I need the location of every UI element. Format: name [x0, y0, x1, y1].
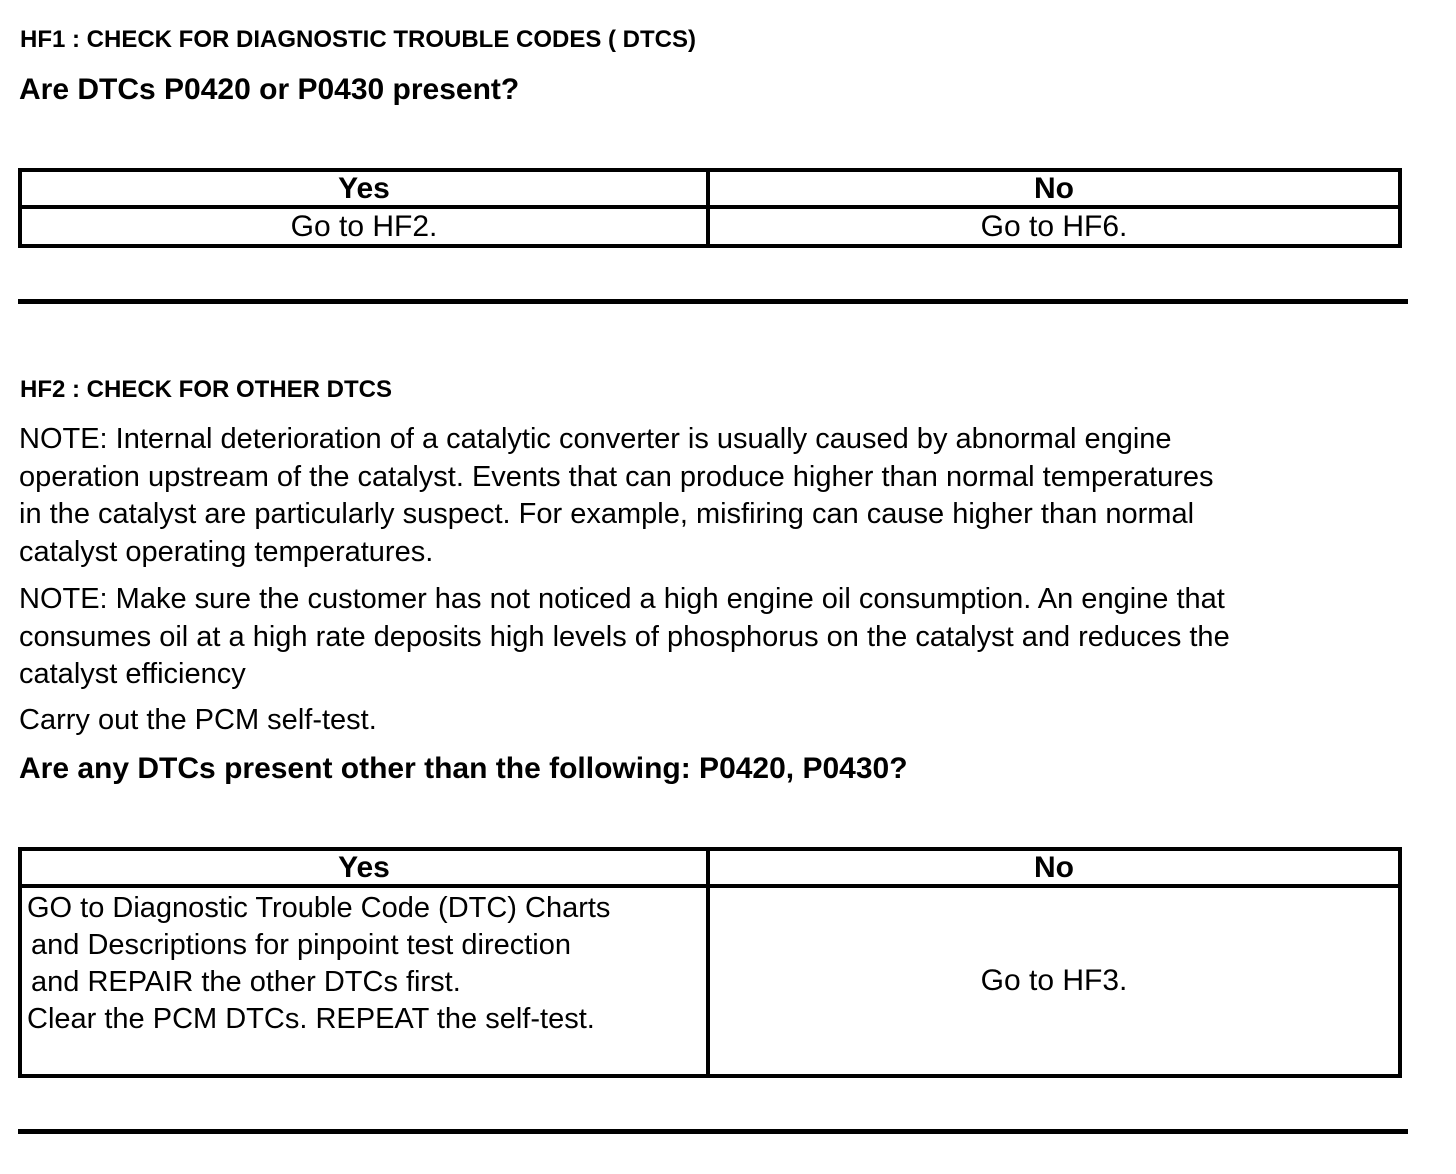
note-line: consumes oil at a high rate deposits high levels of phosphorus on the catalyst and reduces the [19, 620, 1230, 653]
hf1-no-header: No [708, 170, 1400, 207]
hf1-yes-action: Go to HF2. [20, 207, 708, 246]
hf2-instruction: Carry out the PCM self-test. [19, 704, 377, 736]
hf2-yes-header: Yes [20, 849, 708, 886]
action-line: and REPAIR the other DTCs first. [31, 966, 461, 998]
note-line: operation upstream of the catalyst. Events that can produce higher than normal temperatures [19, 460, 1214, 493]
note-line: catalyst operating temperatures. [19, 535, 434, 568]
note-line: catalyst efficiency [19, 658, 246, 690]
note-line: NOTE: Internal deterioration of a catalytic converter is usually caused by abnormal engine [19, 423, 1172, 455]
hf2-heading: HF2 : CHECK FOR OTHER DTCS [20, 376, 392, 403]
note-line: in the catalyst are particularly suspect. For example, misfiring can cause higher than normal [19, 498, 1195, 530]
hf2-no-header: No [708, 849, 1400, 886]
action-line: Clear the PCM DTCs. REPEAT the self-test. [27, 1003, 595, 1035]
hf1-question: Are DTCs P0420 or P0430 present? [19, 73, 520, 106]
hf2-question: Are any DTCs present other than the following: P0420, P0430? [19, 752, 908, 785]
hf2-yes-action [20, 886, 708, 1076]
note-line: NOTE: Make sure the customer has not noticed a high engine oil consumption. An engine that [19, 583, 1225, 615]
hf2-no-action: Go to HF3. [708, 886, 1400, 1076]
hf2-result-table [18, 847, 1402, 1078]
hf1-yes-header: Yes [20, 170, 708, 207]
hf1-no-action: Go to HF6. [708, 207, 1400, 246]
action-line: GO to Diagnostic Trouble Code (DTC) Charts [27, 892, 611, 924]
hf2-note-catalyst-deterioration [19, 421, 1439, 571]
action-line: and Descriptions for pinpoint test direction [31, 929, 572, 961]
section-divider [18, 1129, 1408, 1134]
hf1-result-table [18, 168, 1402, 248]
hf2-note-oil-consumption [19, 581, 1439, 694]
hf1-heading: HF1 : CHECK FOR DIAGNOSTIC TROUBLE CODES ( DTCS) [20, 26, 696, 53]
section-divider [18, 299, 1408, 304]
